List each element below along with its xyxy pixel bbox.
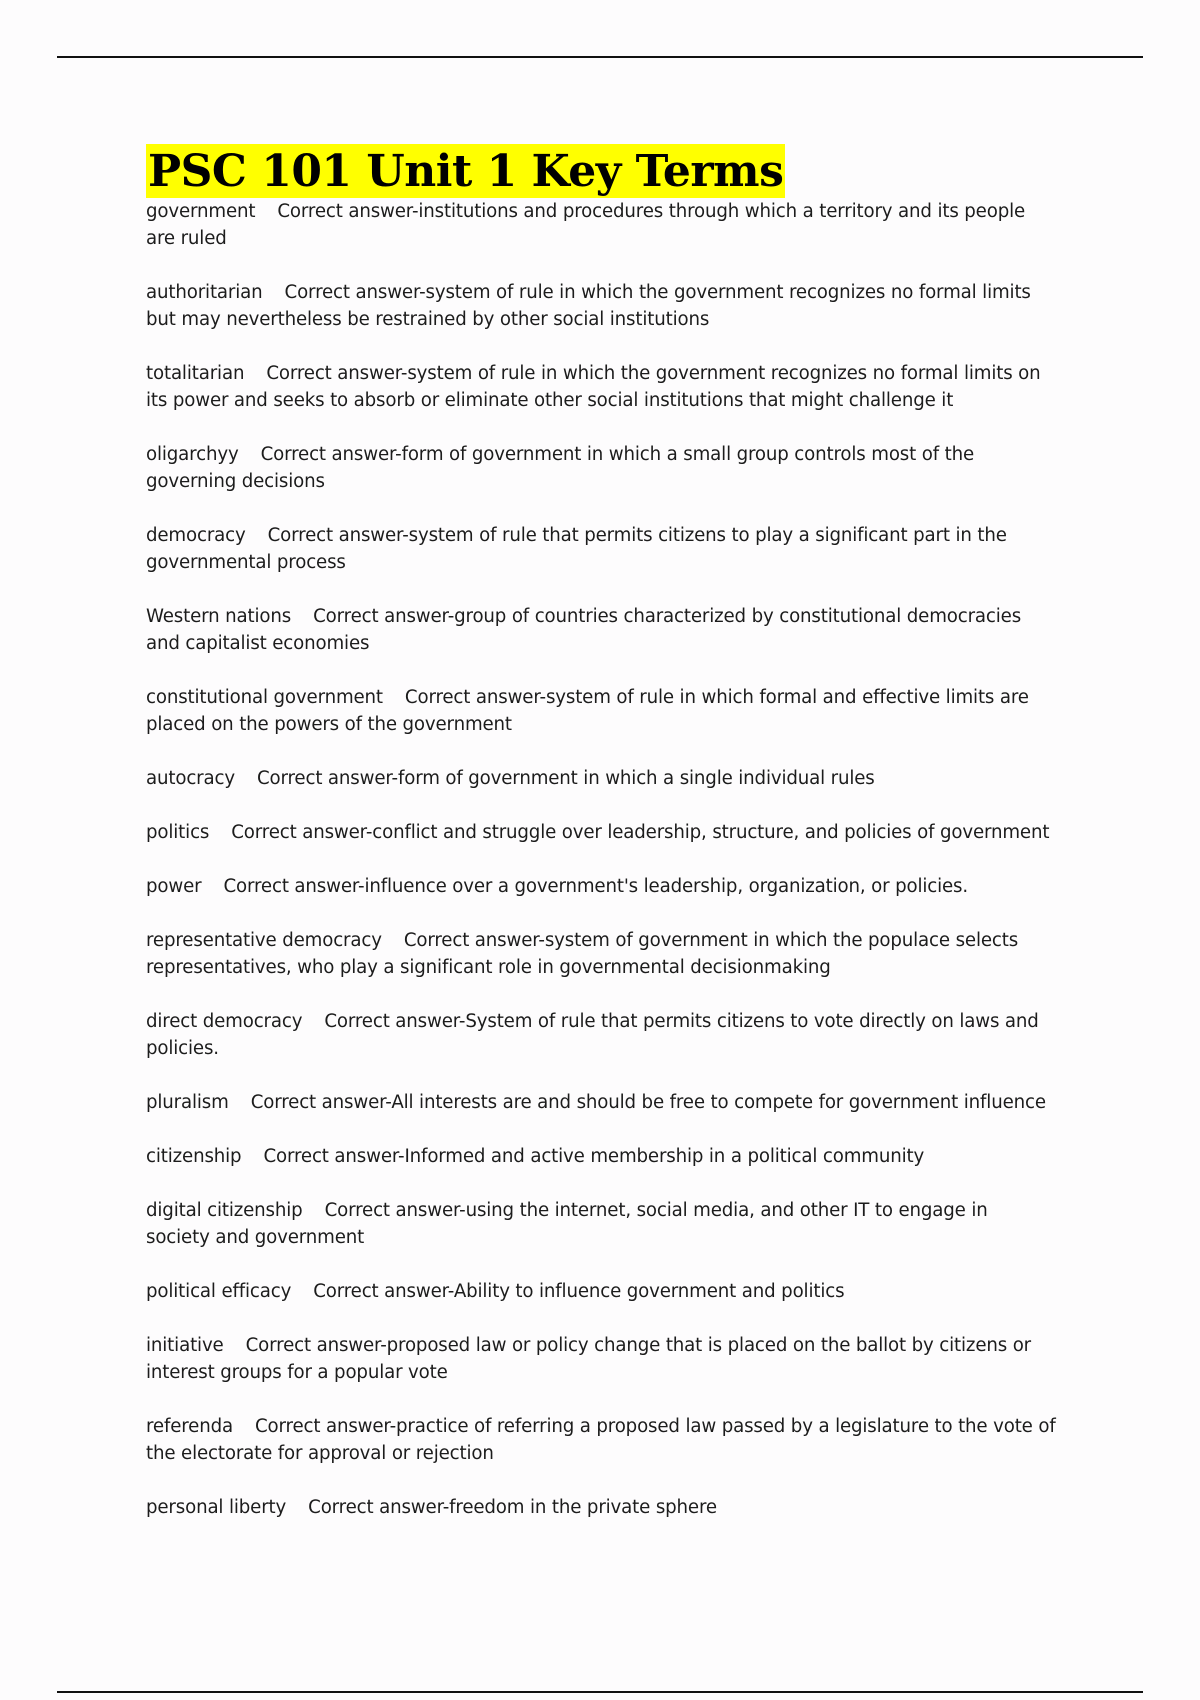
term-definition: system of rule in which the government recognizes no formal limits but may nevertheless be restrained by other social institutions [146, 282, 1031, 330]
answer-prefix: Correct answer- [308, 1497, 450, 1518]
term-definition: conflict and struggle over leadership, structure, and policies of government [372, 822, 1050, 843]
term-word: totalitarian [146, 363, 245, 384]
term-definition: All interests are and should be free to compete for government influence [391, 1092, 1046, 1113]
answer-prefix: Correct answer- [313, 606, 455, 627]
term-entry [146, 1332, 1066, 1386]
term-word: authoritarian [146, 282, 263, 303]
term-entry [146, 765, 1066, 792]
term-word: initiative [146, 1335, 224, 1356]
term-word: pluralism [146, 1092, 229, 1113]
bottom-rule [57, 1691, 1143, 1693]
answer-prefix: Correct answer- [277, 201, 419, 222]
term-entry [146, 1197, 1066, 1251]
page-title: PSC 101 Unit 1 Key Terms [148, 146, 784, 197]
answer-prefix: Correct answer- [313, 1281, 454, 1302]
term-word: autocracy [146, 768, 235, 789]
term-entry [146, 1278, 1066, 1305]
term-entry [146, 927, 1066, 981]
term-definition: form of government in which a single individual rules [397, 768, 875, 789]
answer-prefix: Correct answer- [255, 1416, 397, 1437]
term-definition: proposed law or policy change that is placed on the ballot by citizens or interest groups for a popular vote [146, 1335, 1032, 1383]
term-word: political efficacy [146, 1281, 292, 1302]
answer-prefix: Correct answer- [223, 876, 365, 897]
term-word: power [146, 876, 202, 897]
term-word: democracy [146, 525, 246, 546]
term-word: politics [146, 822, 210, 843]
document-body [146, 144, 1066, 1548]
answer-prefix: Correct answer- [266, 363, 408, 384]
term-entry [146, 873, 1066, 900]
term-definition: practice of referring a proposed law passed by a legislature to the vote of the electorate for approval or rejection [146, 1416, 1056, 1464]
answer-prefix: Correct answer- [324, 1011, 466, 1032]
term-definition: Ability to influence government and politics [453, 1281, 845, 1302]
answer-prefix: Correct answer- [403, 930, 545, 951]
answer-prefix: Correct answer- [324, 1200, 466, 1221]
answer-prefix: Correct answer- [263, 1146, 405, 1167]
term-definition: using the internet, social media, and other IT to engage in society and government [146, 1200, 988, 1248]
term-definition: System of rule that permits citizens to vote directly on laws and policies. [146, 1011, 1039, 1059]
term-definition: freedom in the private sphere [449, 1497, 717, 1518]
answer-prefix: Correct answer- [404, 687, 546, 708]
top-rule [57, 56, 1143, 58]
term-definition: system of rule in which formal and effective limits are placed on the powers of the government [146, 687, 1029, 735]
term-entry [146, 1008, 1066, 1062]
term-entry [146, 819, 1066, 846]
answer-prefix: Correct answer- [284, 282, 426, 303]
term-list [146, 198, 1066, 1521]
term-entry [146, 522, 1066, 576]
term-definition: system of government in which the populace selects representatives, who play a significant role in governmental decisionmaking [146, 930, 1019, 978]
term-word: representative democracy [146, 930, 382, 951]
term-word: personal liberty [146, 1497, 287, 1518]
term-word: digital citizenship [146, 1200, 303, 1221]
term-entry [146, 1494, 1066, 1521]
term-entry [146, 441, 1066, 495]
answer-prefix: Correct answer- [267, 525, 409, 546]
term-entry [146, 603, 1066, 657]
term-word: direct democracy [146, 1011, 303, 1032]
term-entry [146, 198, 1066, 252]
answer-prefix: Correct answer- [245, 1335, 387, 1356]
term-entry [146, 1143, 1066, 1170]
term-word: oligarchyy [146, 444, 239, 465]
answer-prefix: Correct answer- [256, 768, 398, 789]
term-word: government [146, 201, 256, 222]
term-word: referenda [146, 1416, 233, 1437]
term-word: citizenship [146, 1146, 242, 1167]
term-definition: institutions and procedures through which a territory and its people are ruled [146, 201, 1026, 249]
term-definition: system of rule in which the government recognizes no formal limits on its power and seeks to absorb or eliminate other social institutions that might challenge it [146, 363, 1041, 411]
term-entry [146, 360, 1066, 414]
term-definition: group of countries characterized by constitutional democracies and capitalist economies [146, 606, 1022, 654]
term-entry [146, 1413, 1066, 1467]
term-definition: system of rule that permits citizens to play a significant part in the governmental process [146, 525, 1007, 573]
term-word: Western nations [146, 606, 292, 627]
answer-prefix: Correct answer- [260, 444, 402, 465]
term-definition: Informed and active membership in a political community [404, 1146, 925, 1167]
term-entry [146, 684, 1066, 738]
term-definition: form of government in which a small group controls most of the governing decisions [146, 444, 975, 492]
term-definition: influence over a government's leadership, organization, or policies. [364, 876, 969, 897]
answer-prefix: Correct answer- [231, 822, 373, 843]
term-entry [146, 1089, 1066, 1116]
term-entry [146, 279, 1066, 333]
answer-prefix: Correct answer- [250, 1092, 392, 1113]
term-word: constitutional government [146, 687, 383, 708]
